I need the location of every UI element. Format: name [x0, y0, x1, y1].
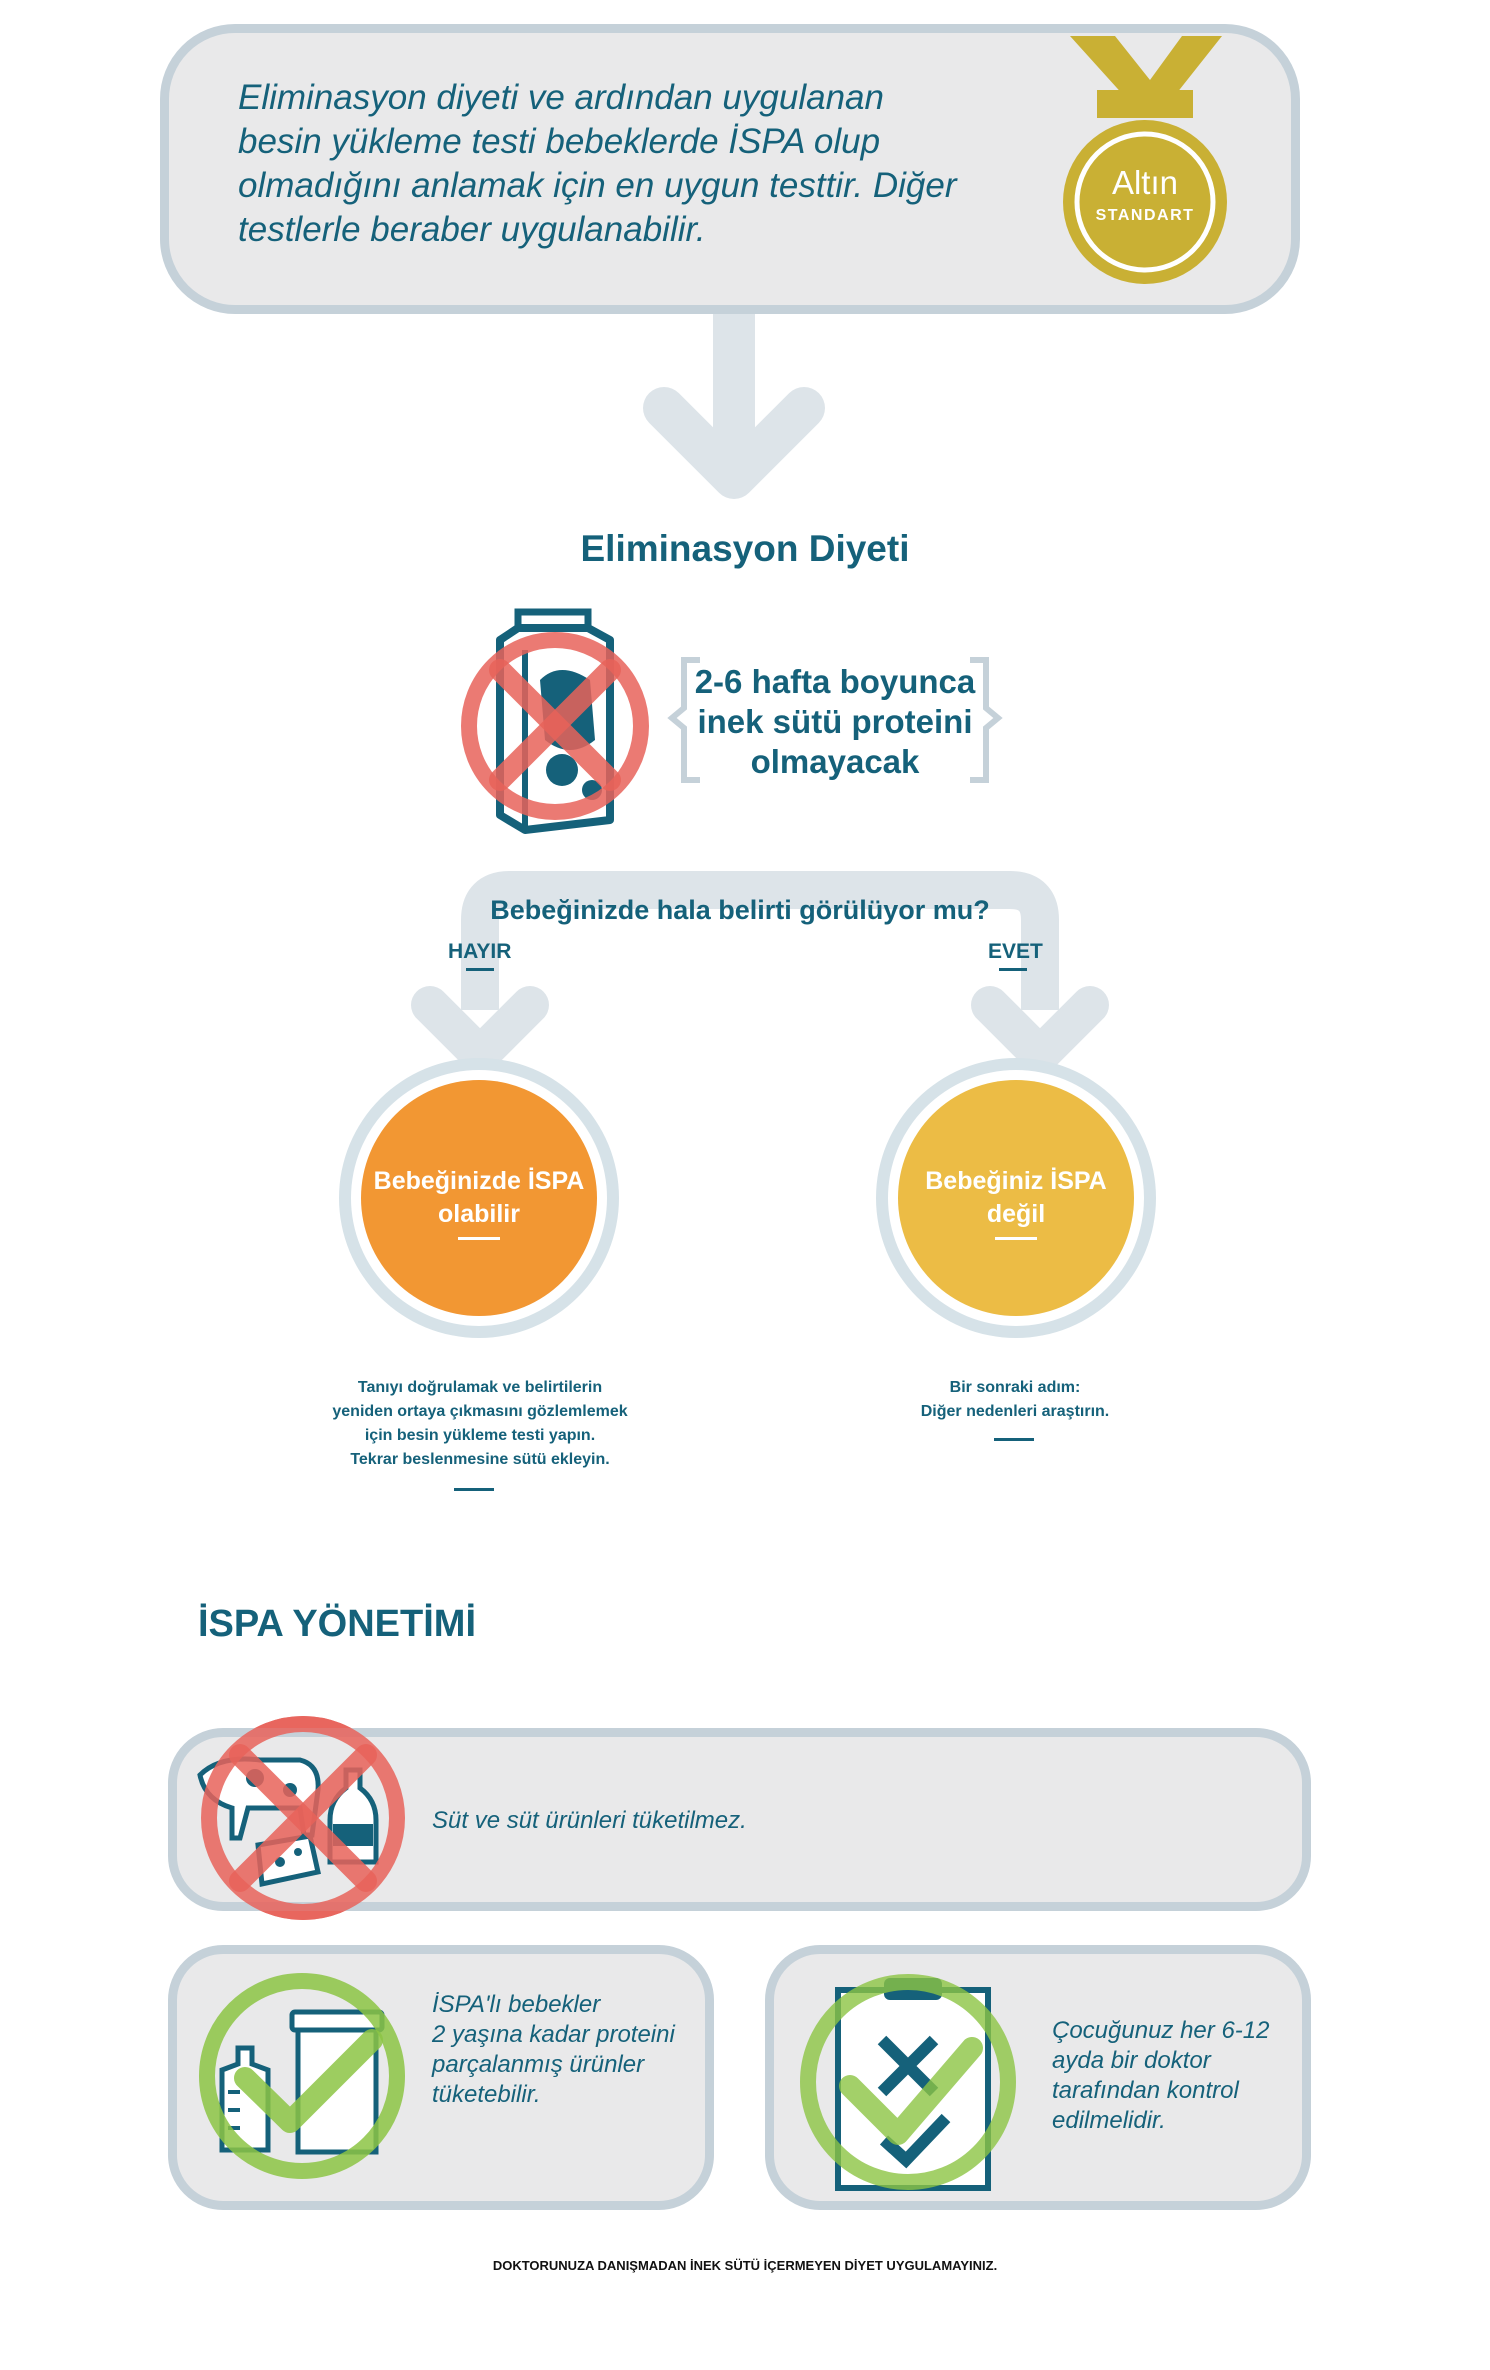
formula-text-line: İSPA'lı bebekler [432, 1991, 601, 2018]
checkup-text-line: ayda bir doktor [1052, 2047, 1211, 2074]
yes-note-underline [994, 1438, 1034, 1441]
yes-result-text [896, 1165, 1136, 1231]
no-note-line: için besin yükleme testi yapın. [364, 1427, 596, 1444]
duration-line: olmayacak [750, 743, 920, 780]
yes-label: EVET [988, 940, 1043, 963]
no-result-line: olabilir [438, 1200, 520, 1228]
no-label-underline [466, 968, 494, 971]
formula-text-line: 2 yaşına kadar proteini [432, 2021, 675, 2048]
intro-text-line: testlerle beraber uygulanabilir. [238, 210, 706, 249]
elimination-duration [690, 662, 980, 782]
formula-text-line: parçalanmış ürünler [432, 2051, 645, 2078]
no-result-text [359, 1165, 599, 1231]
footer-warning: DOKTORUNUZA DANIŞMADAN İNEK SÜTÜ İÇERMEYEN DİYET UYGULAMAYINIZ. [492, 2258, 998, 2273]
medal-label-standard: STANDART [1095, 207, 1195, 224]
no-next-step-note [290, 1376, 670, 1472]
yes-note-line: Bir sonraki adım: [949, 1379, 1081, 1396]
no-dairy-text: Süt ve süt ürünleri tüketilmez. [432, 1807, 747, 1834]
yes-next-step-note [860, 1376, 1170, 1424]
intro-text-line: besin yükleme testi bebeklerde İSPA olup [238, 122, 881, 161]
no-note-line: Tanıyı doğrulamak ve belirtilerin [357, 1379, 603, 1396]
decision-question: Bebeğinizde hala belirti görülüyor mu? [490, 895, 990, 925]
checkup-text [1052, 2016, 1292, 2136]
no-note-underline [454, 1488, 494, 1491]
duration-line: inek sütü proteini [697, 703, 973, 740]
yes-result-line: Bebeğiniz İSPA [925, 1167, 1107, 1195]
no-result-line: Bebeğinizde İSPA [373, 1167, 585, 1195]
card-icons [0, 1700, 1490, 2240]
down-arrow-top [664, 310, 804, 478]
checkup-text-line: Çocuğunuz her 6-12 [1052, 2017, 1270, 2044]
yes-result-underline [995, 1237, 1037, 1240]
management-title: İSPA YÖNETİMİ [198, 1603, 477, 1645]
formula-text [432, 1990, 692, 2110]
no-note-line: yeniden ortaya çıkmasını gözlemlemek [332, 1403, 628, 1420]
elimination-title: Eliminasyon Diyeti [580, 528, 910, 569]
no-result-underline [458, 1237, 500, 1240]
no-note-line: Tekrar beslenmesine sütü ekleyin. [350, 1451, 610, 1468]
checkup-text-line: edilmelidir. [1052, 2107, 1166, 2134]
medal-overlay [0, 0, 1490, 320]
no-label: HAYIR [448, 940, 512, 963]
intro-text-line: olmadığını anlamak için en uygun testtir. Diğer [238, 166, 957, 205]
duration-line: 2-6 hafta boyunca [694, 663, 976, 700]
yes-result-line: değil [986, 1200, 1046, 1228]
medal-label-gold: Altın [1111, 164, 1179, 201]
milk-carton-crossed-icon [469, 612, 641, 830]
yes-label-underline [999, 968, 1027, 971]
formula-text-line: tüketebilir. [432, 2081, 541, 2108]
checkup-text-line: tarafından kontrol [1052, 2077, 1239, 2104]
yes-note-line: Diğer nedenleri araştırın. [920, 1403, 1110, 1420]
intro-text-line: Eliminasyon diyeti ve ardından uygulanan [238, 78, 884, 117]
